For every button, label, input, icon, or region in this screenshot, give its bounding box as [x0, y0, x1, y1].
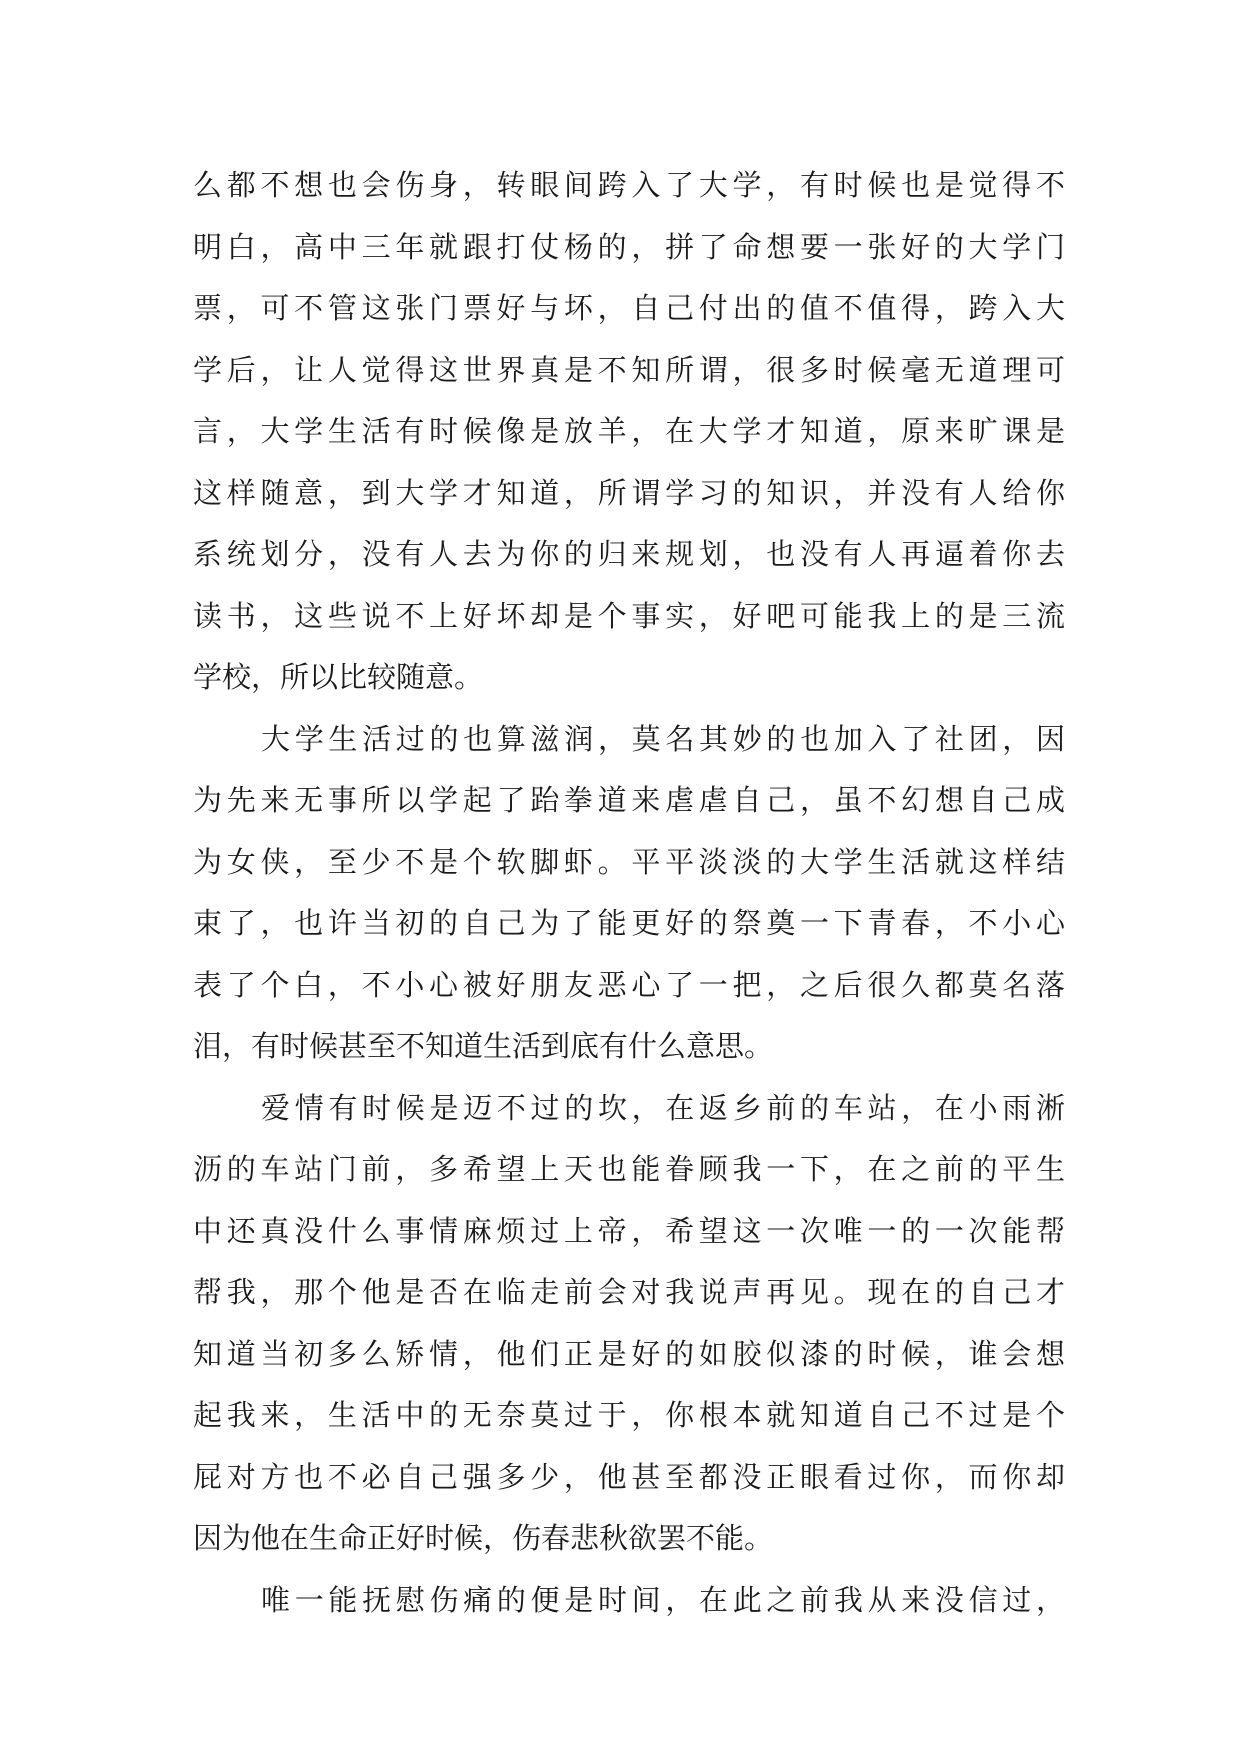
paragraph — [193, 1570, 1065, 1632]
text-line: 大学生活过的也算滋润，莫名其妙的也加入了社团，因 — [261, 721, 1065, 756]
text-line: 学校，所以比较随意。 — [193, 660, 484, 694]
text-line: 为女侠，至少不是个软脚虾。平平淡淡的大学生活就这样结 — [193, 844, 1065, 879]
text-line: 中还真没什么事情麻烦过上帝，希望这一次唯一的一次能帮 — [193, 1213, 1065, 1248]
text-line: 么都不想也会伤身，转眼间跨入了大学，有时候也是觉得不 — [193, 168, 1065, 202]
text-line: 泪，有时候甚至不知道生活到底有什么意思。 — [193, 1029, 774, 1063]
text-line: 束了，也许当初的自己为了能更好的祭奠一下青春，不小心 — [193, 906, 1065, 940]
text-line: 明白，高中三年就跟打仗杨的，拼了命想要一张好的大学门 — [193, 229, 1065, 264]
body-text — [193, 155, 1065, 1631]
paragraph — [193, 155, 1065, 709]
text-line: 读书，这些说不上好坏却是个事实，好吧可能我上的是三流 — [193, 598, 1065, 633]
text-line: 系统划分，没有人去为你的归来规划，也没有人再逼着你去 — [193, 537, 1065, 571]
text-line: 沥的车站门前，多希望上天也能眷顾我一下，在之前的平生 — [193, 1152, 1065, 1186]
text-line: 为先来无事所以学起了跆拳道来虐虐自己，虽不幻想自己成 — [193, 783, 1065, 817]
text-line: 票，可不管这张门票好与坏，自己付出的值不值得，跨入大 — [193, 291, 1065, 325]
text-line: 因为他在生命正好时候，伤春悲秋欲罢不能。 — [193, 1521, 774, 1555]
text-line: 知道当初多么矫情，他们正是好的如胶似漆的时候，谁会想 — [193, 1336, 1065, 1371]
text-line: 言，大学生活有时候像是放羊，在大学才知道，原来旷课是 — [193, 414, 1065, 448]
text-line: 屁对方也不必自己强多少，他甚至都没正眼看过你，而你却 — [193, 1459, 1065, 1494]
text-line: 学后，让人觉得这世界真是不知所谓，很多时候毫无道理可 — [193, 352, 1065, 387]
text-line: 表了个白，不小心被好朋友恶心了一把，之后很久都莫名落 — [193, 967, 1065, 1002]
text-line: 这样随意，到大学才知道，所谓学习的知识，并没有人给你 — [193, 475, 1065, 510]
text-line: 起我来，生活中的无奈莫过于，你根本就知道自己不过是个 — [193, 1398, 1065, 1432]
text-line: 帮我，那个他是否在临走前会对我说声再见。现在的自己才 — [193, 1275, 1065, 1309]
text-line: 爱情有时候是迈不过的坎，在返乡前的车站，在小雨淅 — [261, 1090, 1065, 1125]
paragraph — [193, 709, 1065, 1078]
text-line: 唯一能抚慰伤痛的便是时间，在此之前我从来没信过， — [261, 1582, 1065, 1617]
paragraph — [193, 1078, 1065, 1570]
